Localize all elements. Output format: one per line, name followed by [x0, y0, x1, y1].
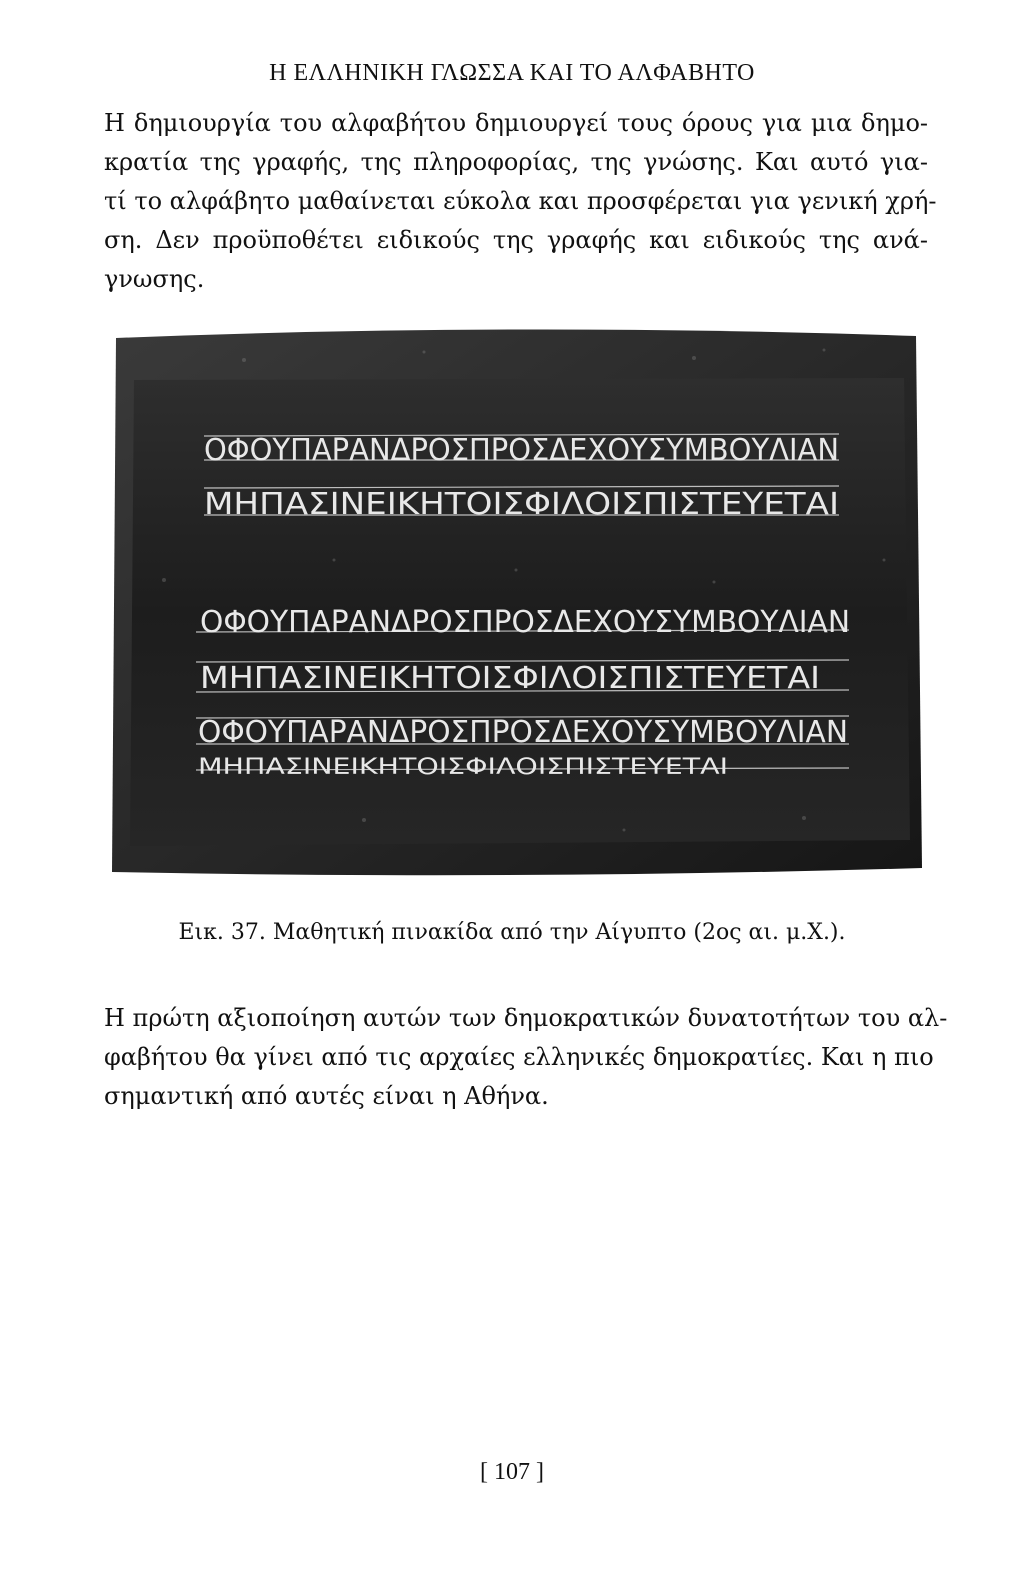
figure-caption: Εικ. 37. Μαθητική πινακίδα από την Αίγυπτο (2ος αι. μ.Χ.). — [178, 920, 846, 945]
wax-tablet-image — [104, 320, 928, 888]
tablet-line: ΜΗΠΑΣΙΝΕΙΚΗΤΟΙΣΦΙΛΟΙΣΠΙΣΤΕΥΕΤΑΙ — [198, 755, 728, 780]
page-number: [ 107 ] — [480, 1459, 544, 1485]
paragraph-line: Η πρώτη αξιοποίηση αυτών των δημοκρατικών δυνατοτήτων του αλ- — [104, 1004, 948, 1032]
school-tablet-figure — [104, 320, 928, 888]
conclusion-paragraph — [104, 999, 948, 1116]
paragraph-line: τί το αλφάβητο μαθαίνεται εύκολα και προσφέρεται για γενική χρή- — [104, 187, 937, 215]
tablet-line: ΟΦΟΥΠΑΡΑΝΔΡΟΣΠΡΟΣΔΕΧΟΥΣΥΜΒΟΥΛΙΑΝ — [198, 715, 848, 750]
paragraph-line: φαβήτου θα γίνει από τις αρχαίες ελληνικές δημοκρατίες. Και η πιο — [104, 1043, 934, 1071]
intro-paragraph — [104, 104, 937, 299]
tablet-line: ΜΗΠΑΣΙΝΕΙΚΗΤΟΙΣΦΙΛΟΙΣΠΙΣΤΕΥΕΤΑΙ — [204, 487, 839, 522]
tablet-line: ΟΦΟΥΠΑΡΑΝΔΡΟΣΠΡΟΣΔΕΧΟΥΣΥΜΒΟΥΛΙΑΝ — [204, 433, 839, 468]
running-head: Η ΕΛΛΗΝΙΚΗ ΓΛΩΣΣΑ ΚΑΙ ΤΟ ΑΛΦΑΒΗΤΟ — [269, 60, 755, 86]
tablet-line: ΜΗΠΑΣΙΝΕΙΚΗΤΟΙΣΦΙΛΟΙΣΠΙΣΤΕΥΕΤΑΙ — [200, 661, 820, 696]
paragraph-line: ση. Δεν προϋποθέτει ειδικούς της γραφής και ειδικούς της ανά- — [104, 226, 928, 254]
paragraph-line: Η δημιουργία του αλφαβήτου δημιουργεί τους όρους για μια δημο- — [104, 109, 928, 137]
paragraph-line: σημαντική από αυτές είναι η Αθήνα. — [104, 1082, 549, 1110]
paragraph-line: γνωσης. — [104, 265, 205, 293]
paragraph-line: κρατία της γραφής, της πληροφορίας, της γνώσης. Και αυτό για- — [104, 148, 928, 176]
tablet-line: ΟΦΟΥΠΑΡΑΝΔΡΟΣΠΡΟΣΔΕΧΟΥΣΥΜΒΟΥΛΙΑΝ — [200, 605, 850, 640]
